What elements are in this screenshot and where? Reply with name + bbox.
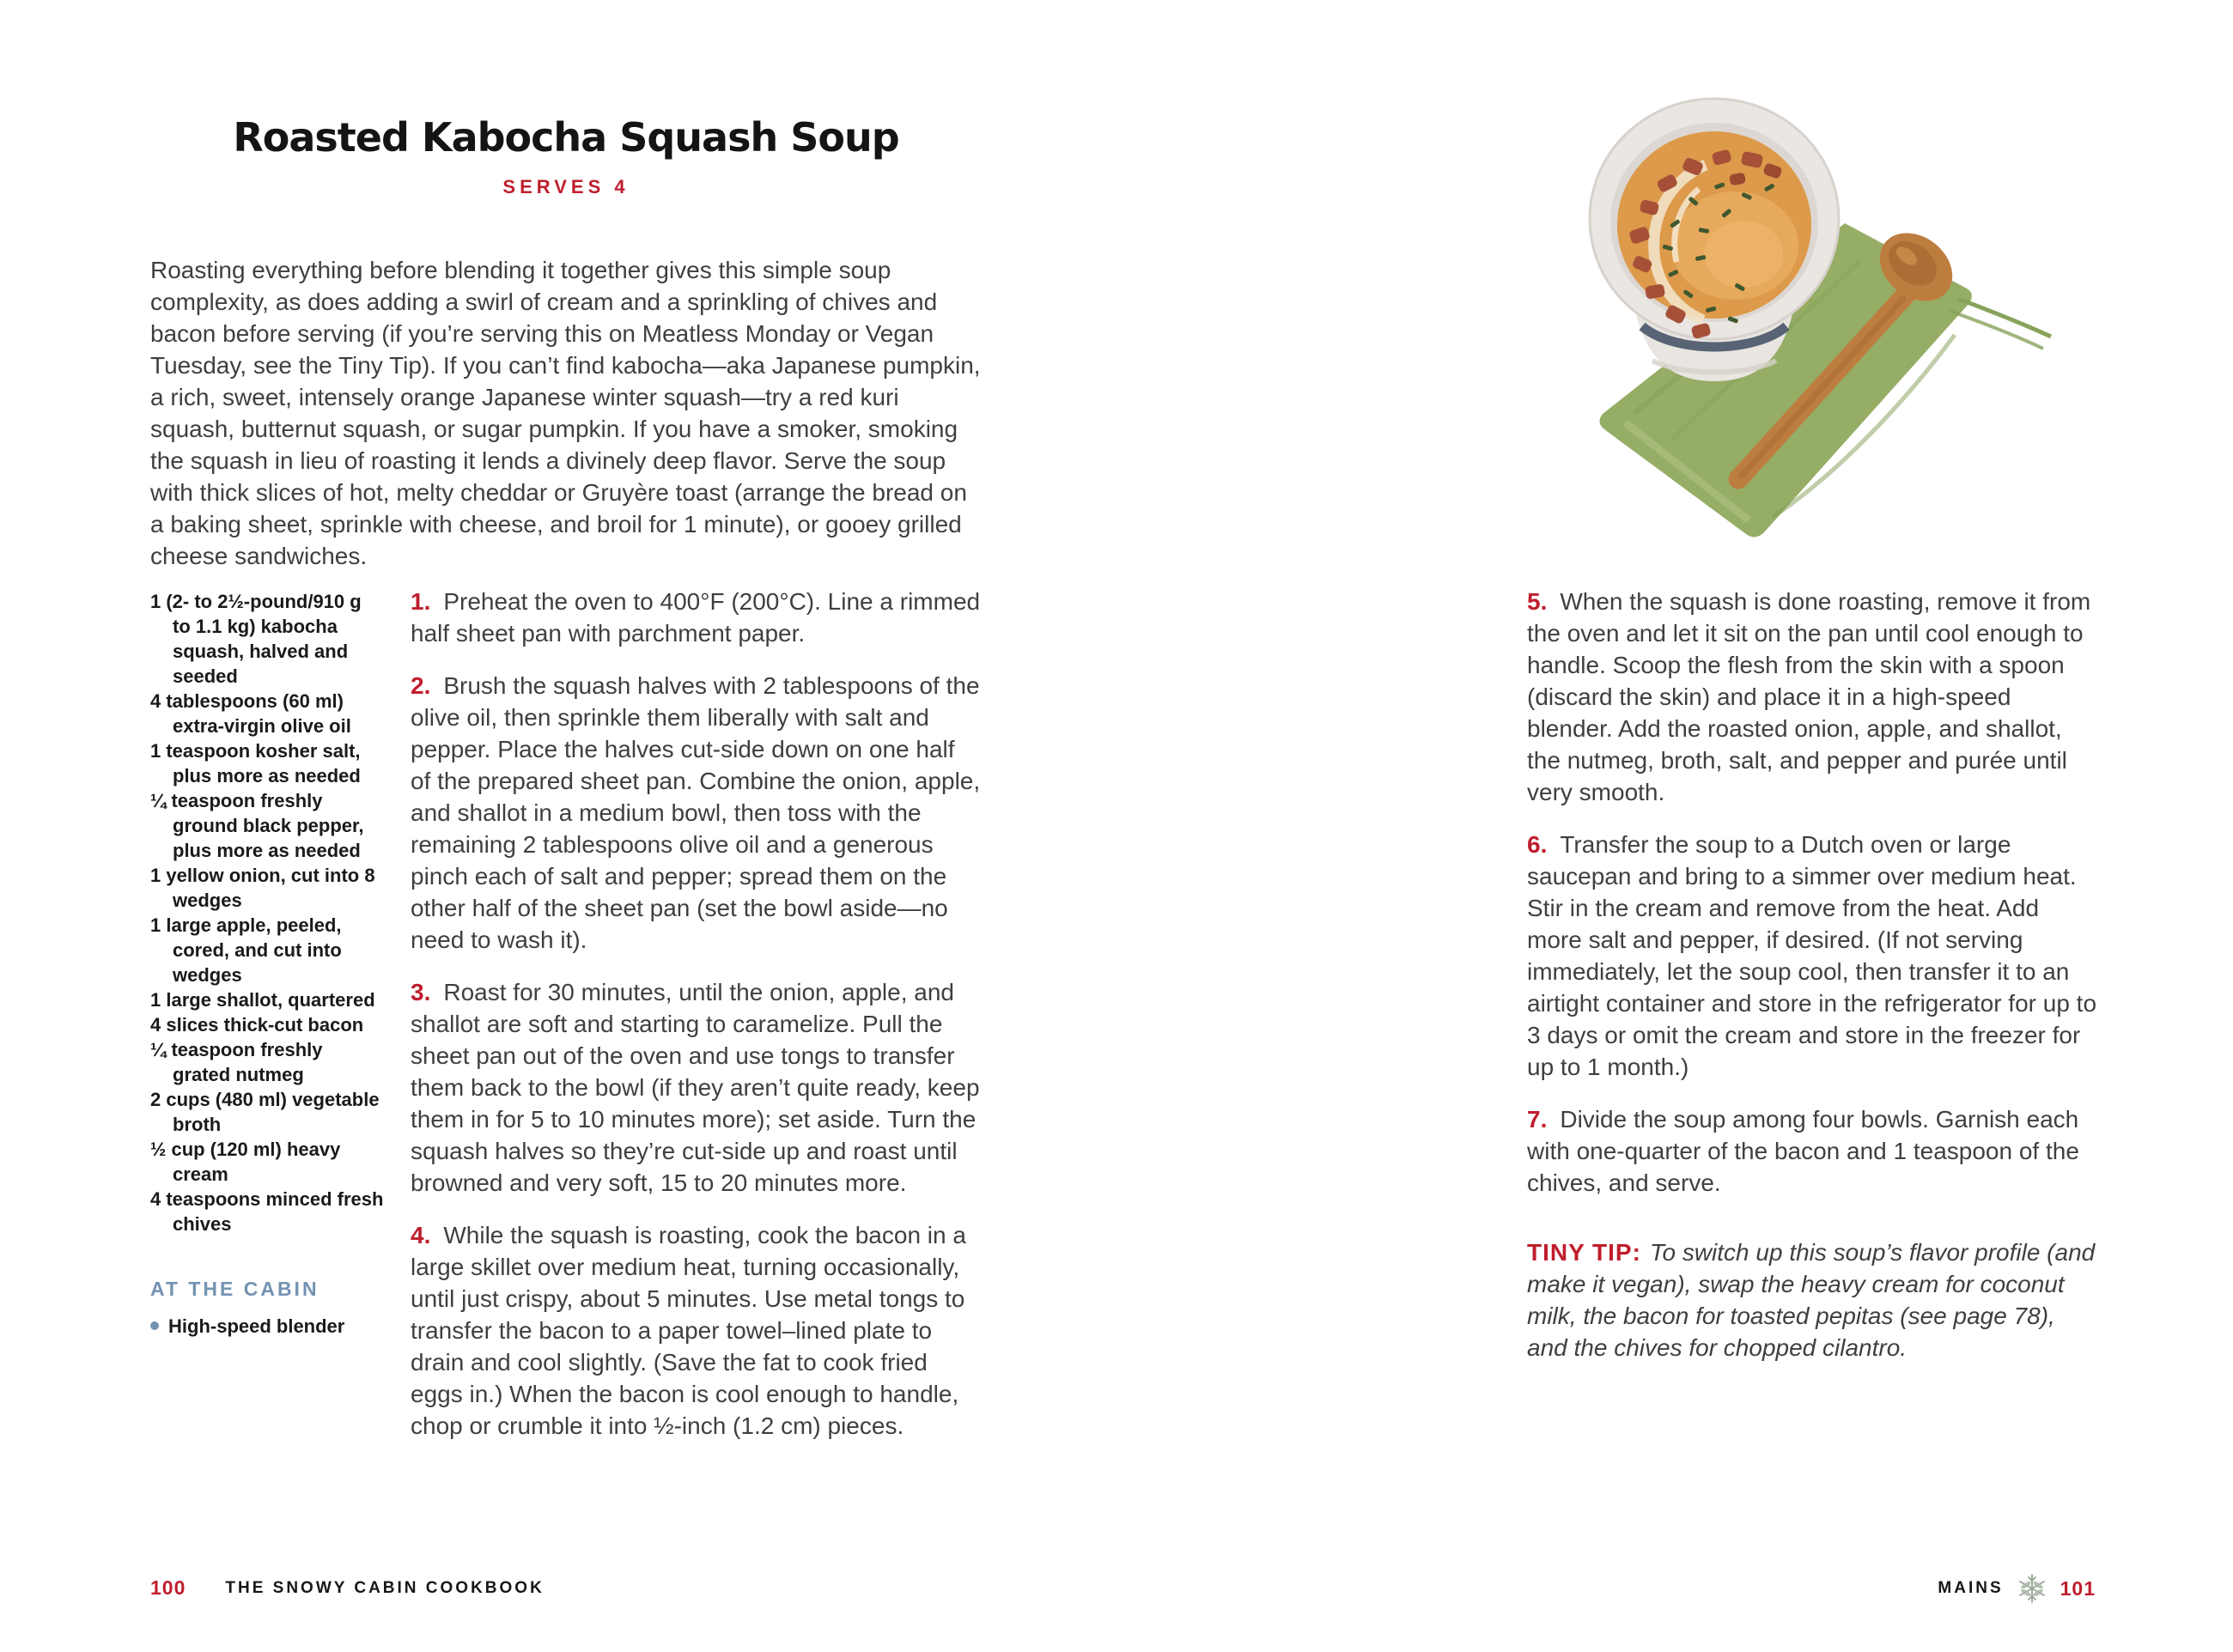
recipe-step	[1527, 1103, 2097, 1199]
ingredient-item: ½ cup (120 ml) heavy cream	[150, 1139, 341, 1185]
ingredient-item: 1 large apple, peeled, cored, and cut into wedges	[150, 914, 342, 986]
step-number: 7.	[1527, 1106, 1548, 1133]
recipe-header	[150, 115, 982, 198]
steps-column-left	[411, 586, 981, 1462]
tiny-tip	[1527, 1236, 2097, 1364]
ingredients-rail	[150, 589, 384, 1339]
section-label: MAINS	[1938, 1579, 2004, 1597]
recipe-step	[411, 976, 981, 1199]
equipment-label: High-speed blender	[168, 1315, 345, 1337]
step-text: Roast for 30 minutes, until the onion, apple, and shallot are soft and starting to caramelize. Pull the sheet pan out of the oven and use tongs to transfer them back to the bowl (if they aren’t quite ready, keep them in for 5 to 10 minutes more); set aside. Turn the squash halves so they’re cut-side up and roast until browned and very soft, 15 to 20 minutes more.	[411, 979, 980, 1196]
step-number: 6.	[1527, 831, 1548, 858]
soup-bowl-illustration	[1570, 77, 2113, 555]
ingredient-item: 1 (2- to 2½-pound/910 g to 1.1 kg) kabocha squash, halved and seeded	[150, 591, 362, 687]
step-number: 2.	[411, 672, 431, 699]
recipe-step	[411, 670, 981, 956]
step-text: Brush the squash halves with 2 tablespoons of the olive oil, then sprinkle them liberally with salt and pepper. Place the halves cut-side down on one half of the prepared sheet pan. Combine the onion, apple, and shallot in a medium bowl, then toss with the remaining 2 tablespoons olive oil and a generous pinch each of salt and pepper; spread them on the other half of the sheet pan (set the bowl aside—no need to wash it).	[411, 672, 981, 953]
recipe-step	[1527, 829, 2097, 1083]
ingredients-list	[150, 589, 384, 1236]
at-the-cabin-section	[150, 1278, 384, 1339]
step-text: When the squash is done roasting, remove it from the oven and let it sit on the pan until cool enough to handle. Scoop the flesh from the skin with a spoon (discard the skin) and place it in a high-speed blender. Add the roasted onion, apple, and shallot, the nutmeg, broth, salt, and pepper and purée until very smooth.	[1527, 588, 2091, 805]
tiny-tip-text: To switch up this soup’s flavor profile (and make it vegan), swap the heavy cream for coconut milk, the bacon for toasted pepitas (see page 78), and the chives for chopped cilantro.	[1527, 1239, 2096, 1361]
steps-column-right	[1527, 586, 2097, 1364]
step-text: Transfer the soup to a Dutch oven or large saucepan and bring to a simmer over medium heat. Stir in the cream and remove from the heat. Add more salt and pepper, if desired. (If not serving immediately, let the soup cool, then transfer it to an airtight container and store in the refrigerator for up to 3 days or omit the cream and store in the freezer for up to 1 month.)	[1527, 831, 2097, 1080]
snowflake-icon	[2015, 1571, 2049, 1606]
ingredient-item: 4 tablespoons (60 ml) extra-virgin olive oil	[150, 690, 351, 737]
serves-line: SERVES 4	[502, 175, 630, 197]
steps-list-right	[1527, 586, 2097, 1199]
step-text: Divide the soup among four bowls. Garnish each with one-quarter of the bacon and 1 teaspoon of the chives, and serve.	[1527, 1106, 2079, 1196]
recipe-step	[1527, 586, 2097, 808]
footer-left	[150, 1576, 545, 1600]
ingredient-item: 4 teaspoons minced fresh chives	[150, 1188, 384, 1235]
bullet-dot-icon	[150, 1321, 159, 1330]
step-number: 3.	[411, 979, 431, 1005]
ingredient-item: 1 yellow onion, cut into 8 wedges	[150, 865, 375, 911]
tiny-tip-label: TINY TIP:	[1527, 1239, 1641, 1266]
recipe-step	[411, 1219, 981, 1442]
step-number: 5.	[1527, 588, 1548, 615]
page-number-left: 100	[150, 1576, 186, 1599]
step-number: 1.	[411, 588, 431, 615]
ingredient-item: ¼ teaspoon freshly grated nutmeg	[150, 1039, 323, 1085]
step-number: 4.	[411, 1222, 431, 1248]
recipe-step	[411, 586, 981, 649]
at-the-cabin-heading: AT THE CABIN	[150, 1278, 319, 1300]
ingredient-item: 2 cups (480 ml) vegetable broth	[150, 1089, 380, 1135]
ingredient-item: 1 teaspoon kosher salt, plus more as needed	[150, 740, 361, 787]
book-title: THE SNOWY CABIN COOKBOOK	[225, 1578, 545, 1597]
step-text: While the squash is roasting, cook the bacon in a large skillet over medium heat, turning occasionally, until just crispy, about 5 minutes. Use metal tongs to transfer the bacon to a paper towel–lined plate to drain and cool slightly. (Save the fat to cook fried eggs in.) When the bacon is cool enough to handle, chop or crumble it into ½-inch (1.2 cm) pieces.	[411, 1222, 966, 1439]
ingredient-item: ¼ teaspoon freshly ground black pepper, plus more as needed	[150, 790, 364, 861]
equipment-item	[150, 1315, 384, 1339]
footer-right	[1938, 1571, 2096, 1606]
ingredient-item: 1 large shallot, quartered	[150, 989, 375, 1011]
step-text: Preheat the oven to 400°F (200°C). Line a rimmed half sheet pan with parchment paper.	[411, 588, 981, 647]
page-number-right: 101	[2060, 1576, 2096, 1600]
recipe-intro: Roasting everything before blending it together gives this simple soup complexity, as does adding a swirl of cream and a sprinkling of chives and bacon before serving (if you’re serving this on Meatless Monday or Vegan Tuesday, see the Tiny Tip). If you can’t find kabocha—aka Japanese pumpkin, a rich, sweet, intensely orange Japanese winter squash—try a red kuri squash, butternut squash, or sugar pumpkin. If you have a smoker, smoking the squash in lieu of roasting it lends a divinely deep flavor. Serve the soup with thick slices of hot, melty cheddar or Gruyère toast (arrange the bread on a baking sheet, sprinkle with cheese, and broil for 1 minute), or gooey grilled cheese sandwiches.	[150, 257, 981, 569]
ingredient-item: 4 slices thick-cut bacon	[150, 1014, 364, 1036]
equipment-list	[150, 1315, 384, 1339]
page-title: Roasted Kabocha Squash Soup	[233, 114, 899, 161]
